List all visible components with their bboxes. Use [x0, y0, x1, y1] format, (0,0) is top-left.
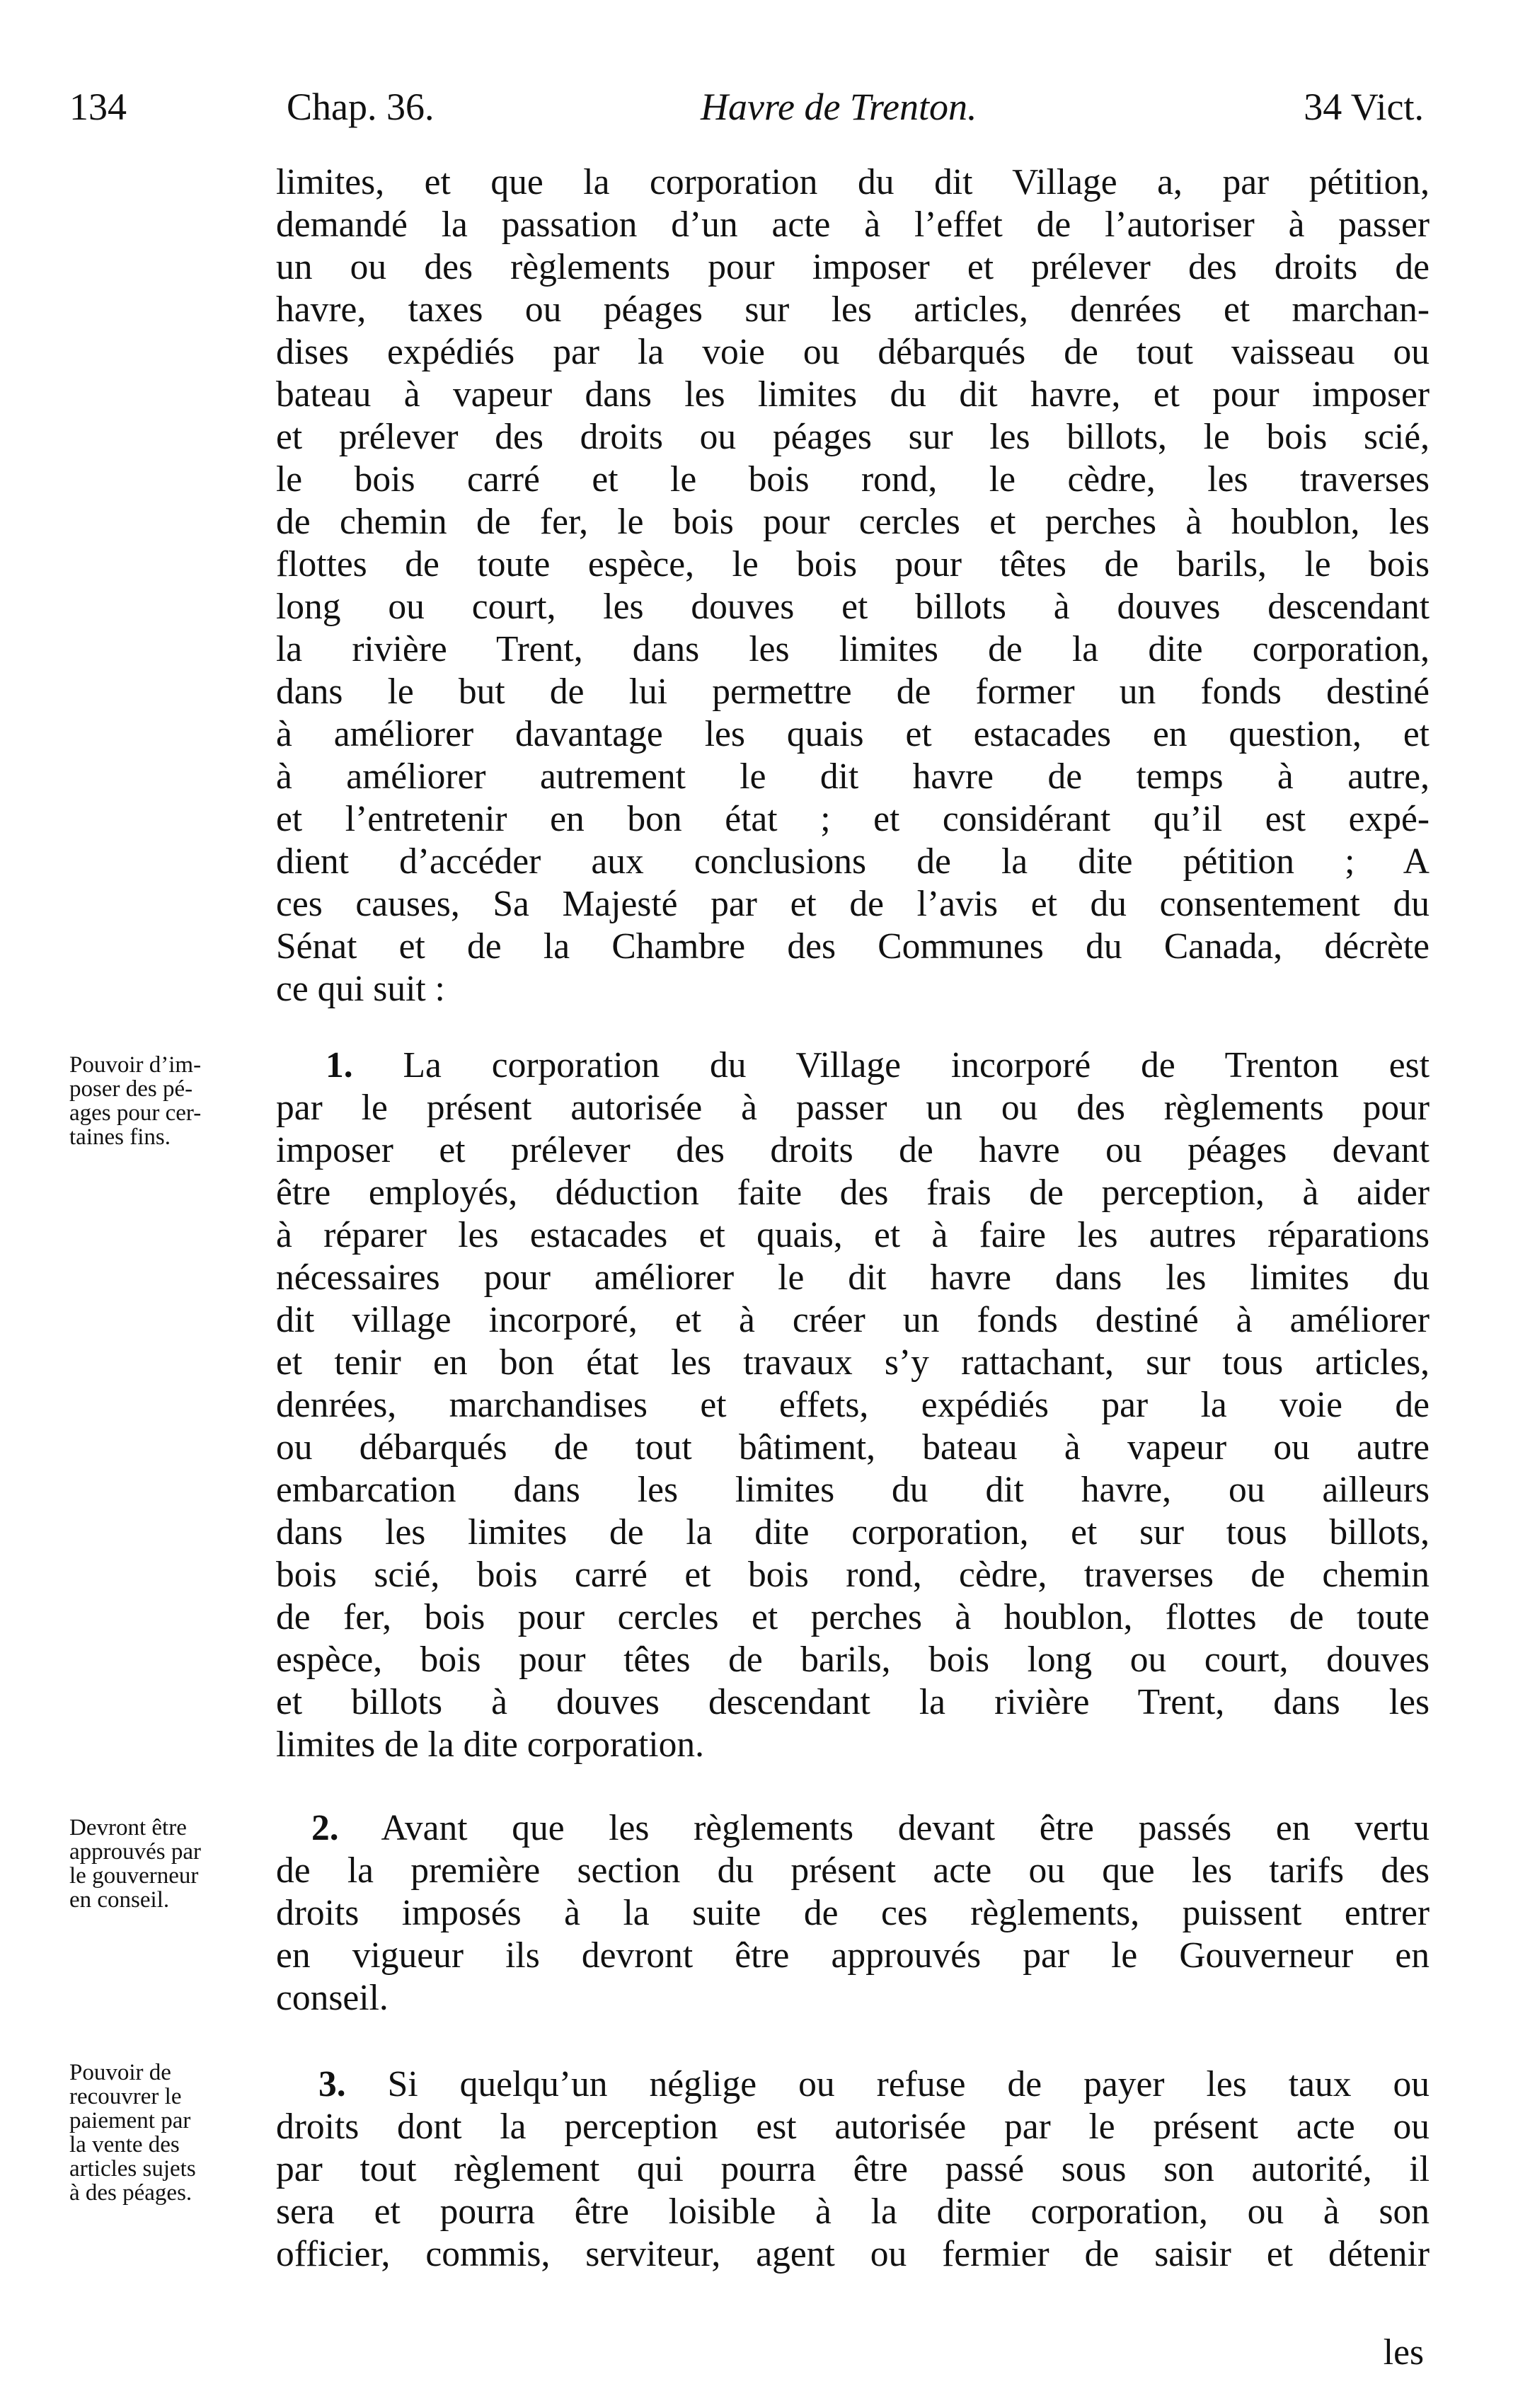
- text-line: sera et pourra être loisible à la dite corporation, ou à son: [276, 2191, 1430, 2232]
- text-line: de fer, bois pour cercles et perches à houblon, flottes de toute: [276, 1597, 1430, 1637]
- text-line: de la première section du présent acte ou que les tarifs des: [276, 1850, 1430, 1891]
- text-line: par tout règlement qui pourra être passé sous son autorité, il: [276, 2149, 1430, 2189]
- margin-note-line: le gouverneur: [69, 1863, 199, 1889]
- page-number: 134: [69, 86, 127, 128]
- text-line: long ou court, les douves et billots à douves descendant: [276, 587, 1430, 627]
- margin-note-line: Pouvoir de: [69, 2060, 171, 2085]
- margin-note-section-2: [69, 1816, 262, 1912]
- text-line: Sénat et de la Chambre des Communes du Canada, décrète: [276, 926, 1430, 967]
- margin-note-line: articles sujets: [69, 2156, 196, 2182]
- margin-note-line: Pouvoir d’im-: [69, 1052, 202, 1078]
- text-line: à améliorer davantage les quais et estacades en question, et: [276, 714, 1430, 754]
- section-number: 1.: [326, 1045, 353, 1085]
- text-line: havre, taxes ou péages sur les articles, denrées et marchan-: [276, 289, 1430, 330]
- text-line: dises expédiés par la voie ou débarqués de tout vaisseau ou: [276, 332, 1430, 372]
- text-line: ces causes, Sa Majesté par et de l’avis et du consentement du: [276, 884, 1430, 924]
- margin-note-line: la vente des: [69, 2132, 180, 2158]
- margin-note-line: approuvés par: [69, 1839, 202, 1865]
- chapter-label: Chap. 36.: [287, 86, 435, 128]
- text-line: demandé la passation d’un acte à l’effet de l’autoriser à passer: [276, 204, 1430, 245]
- text-line-content: Si quelqu’un néglige ou refuse de payer les taux ou: [387, 2064, 1430, 2104]
- margin-note-line: paiement par: [69, 2108, 191, 2133]
- text-line: par le présent autorisée à passer un ou des règlements pour: [276, 1088, 1430, 1128]
- text-line: limites de la dite corporation.: [276, 1724, 704, 1765]
- text-line: droits dont la perception est autorisée par le présent acte ou: [276, 2107, 1430, 2147]
- text-line: denrées, marchandises et effets, expédiés par la voie de: [276, 1385, 1430, 1425]
- margin-note-line: en conseil.: [69, 1887, 170, 1913]
- text-line: dient d’accéder aux conclusions de la dite pétition ; A: [276, 841, 1430, 882]
- text-line: [276, 1807, 1430, 1850]
- text-line: ce qui suit :: [276, 969, 445, 1009]
- text-line: conseil.: [276, 1978, 389, 2018]
- text-line: droits imposés à la suite de ces règlements, puissent entrer: [276, 1893, 1430, 1933]
- margin-note-line: taines fins.: [69, 1124, 171, 1150]
- text-line: bois scié, bois carré et bois rond, cèdre, traverses de chemin: [276, 1555, 1430, 1595]
- text-line: le bois carré et le bois rond, le cèdre, les traverses: [276, 459, 1430, 500]
- margin-note-section-1: [69, 1053, 262, 1149]
- margin-note-line: recouvrer le: [69, 2084, 182, 2109]
- section-3-paragraph: [276, 2063, 1430, 2276]
- text-line: officier, commis, serviteur, agent ou fermier de saisir et détenir: [276, 2234, 1430, 2274]
- text-line: ou débarqués de tout bâtiment, bateau à vapeur ou autre: [276, 1427, 1430, 1468]
- text-line: dit village incorporé, et à créer un fonds destiné à améliorer: [276, 1300, 1430, 1340]
- text-line: [276, 1044, 1430, 1087]
- section-1-paragraph: [276, 1044, 1430, 1766]
- running-title: Havre de Trenton.: [701, 86, 977, 128]
- margin-note-line: poser des pé-: [69, 1076, 193, 1102]
- text-line: un ou des règlements pour imposer et prélever des droits de: [276, 247, 1430, 287]
- preamble-paragraph: [276, 161, 1430, 1010]
- text-line: la rivière Trent, dans les limites de la dite corporation,: [276, 629, 1430, 669]
- text-line: et prélever des droits ou péages sur les billots, le bois scié,: [276, 417, 1430, 457]
- text-line: nécessaires pour améliorer le dit havre dans les limites du: [276, 1257, 1430, 1298]
- text-line: à améliorer autrement le dit havre de temps à autre,: [276, 756, 1430, 797]
- text-line: et billots à douves descendant la rivière Trent, dans les: [276, 1682, 1430, 1722]
- text-line: de chemin de fer, le bois pour cercles et perches à houblon, les: [276, 502, 1430, 542]
- text-line-content: La corporation du Village incorporé de Trenton est: [403, 1045, 1430, 1085]
- text-line: dans le but de lui permettre de former un fonds destiné: [276, 672, 1430, 712]
- text-line: être employés, déduction faite des frais de perception, à aider: [276, 1173, 1430, 1213]
- section-2-paragraph: [276, 1807, 1430, 2020]
- text-line: imposer et prélever des droits de havre ou péages devant: [276, 1130, 1430, 1170]
- regnal-year: 34 Vict.: [1304, 86, 1424, 128]
- text-line: en vigueur ils devront être approuvés par le Gouverneur en: [276, 1935, 1430, 1976]
- text-line: limites, et que la corporation du dit Village a, par pétition,: [276, 162, 1430, 202]
- text-line: embarcation dans les limites du dit havre, ou ailleurs: [276, 1470, 1430, 1510]
- text-line: [276, 2063, 1430, 2106]
- text-line: à réparer les estacades et quais, et à faire les autres réparations: [276, 1215, 1430, 1255]
- text-line-content: Avant que les règlements devant être passés en vertu: [381, 1808, 1430, 1848]
- section-number: 2.: [311, 1808, 339, 1848]
- margin-note-line: ages pour cer-: [69, 1100, 202, 1126]
- margin-note-section-3: [69, 2061, 262, 2205]
- section-number: 3.: [318, 2064, 346, 2104]
- text-line: et tenir en bon état les travaux s’y rattachant, sur tous articles,: [276, 1342, 1430, 1383]
- text-line: espèce, bois pour têtes de barils, bois long ou court, douves: [276, 1640, 1430, 1680]
- catchword: les: [1383, 2332, 1424, 2373]
- text-line: dans les limites de la dite corporation, et sur tous billots,: [276, 1512, 1430, 1552]
- margin-note-line: à des péages.: [69, 2180, 192, 2206]
- margin-note-line: Devront être: [69, 1815, 187, 1840]
- text-line: bateau à vapeur dans les limites du dit havre, et pour imposer: [276, 374, 1430, 415]
- text-line: flottes de toute espèce, le bois pour têtes de barils, le bois: [276, 544, 1430, 584]
- running-head: [0, 85, 1530, 149]
- text-line: et l’entretenir en bon état ; et considérant qu’il est expé-: [276, 799, 1430, 839]
